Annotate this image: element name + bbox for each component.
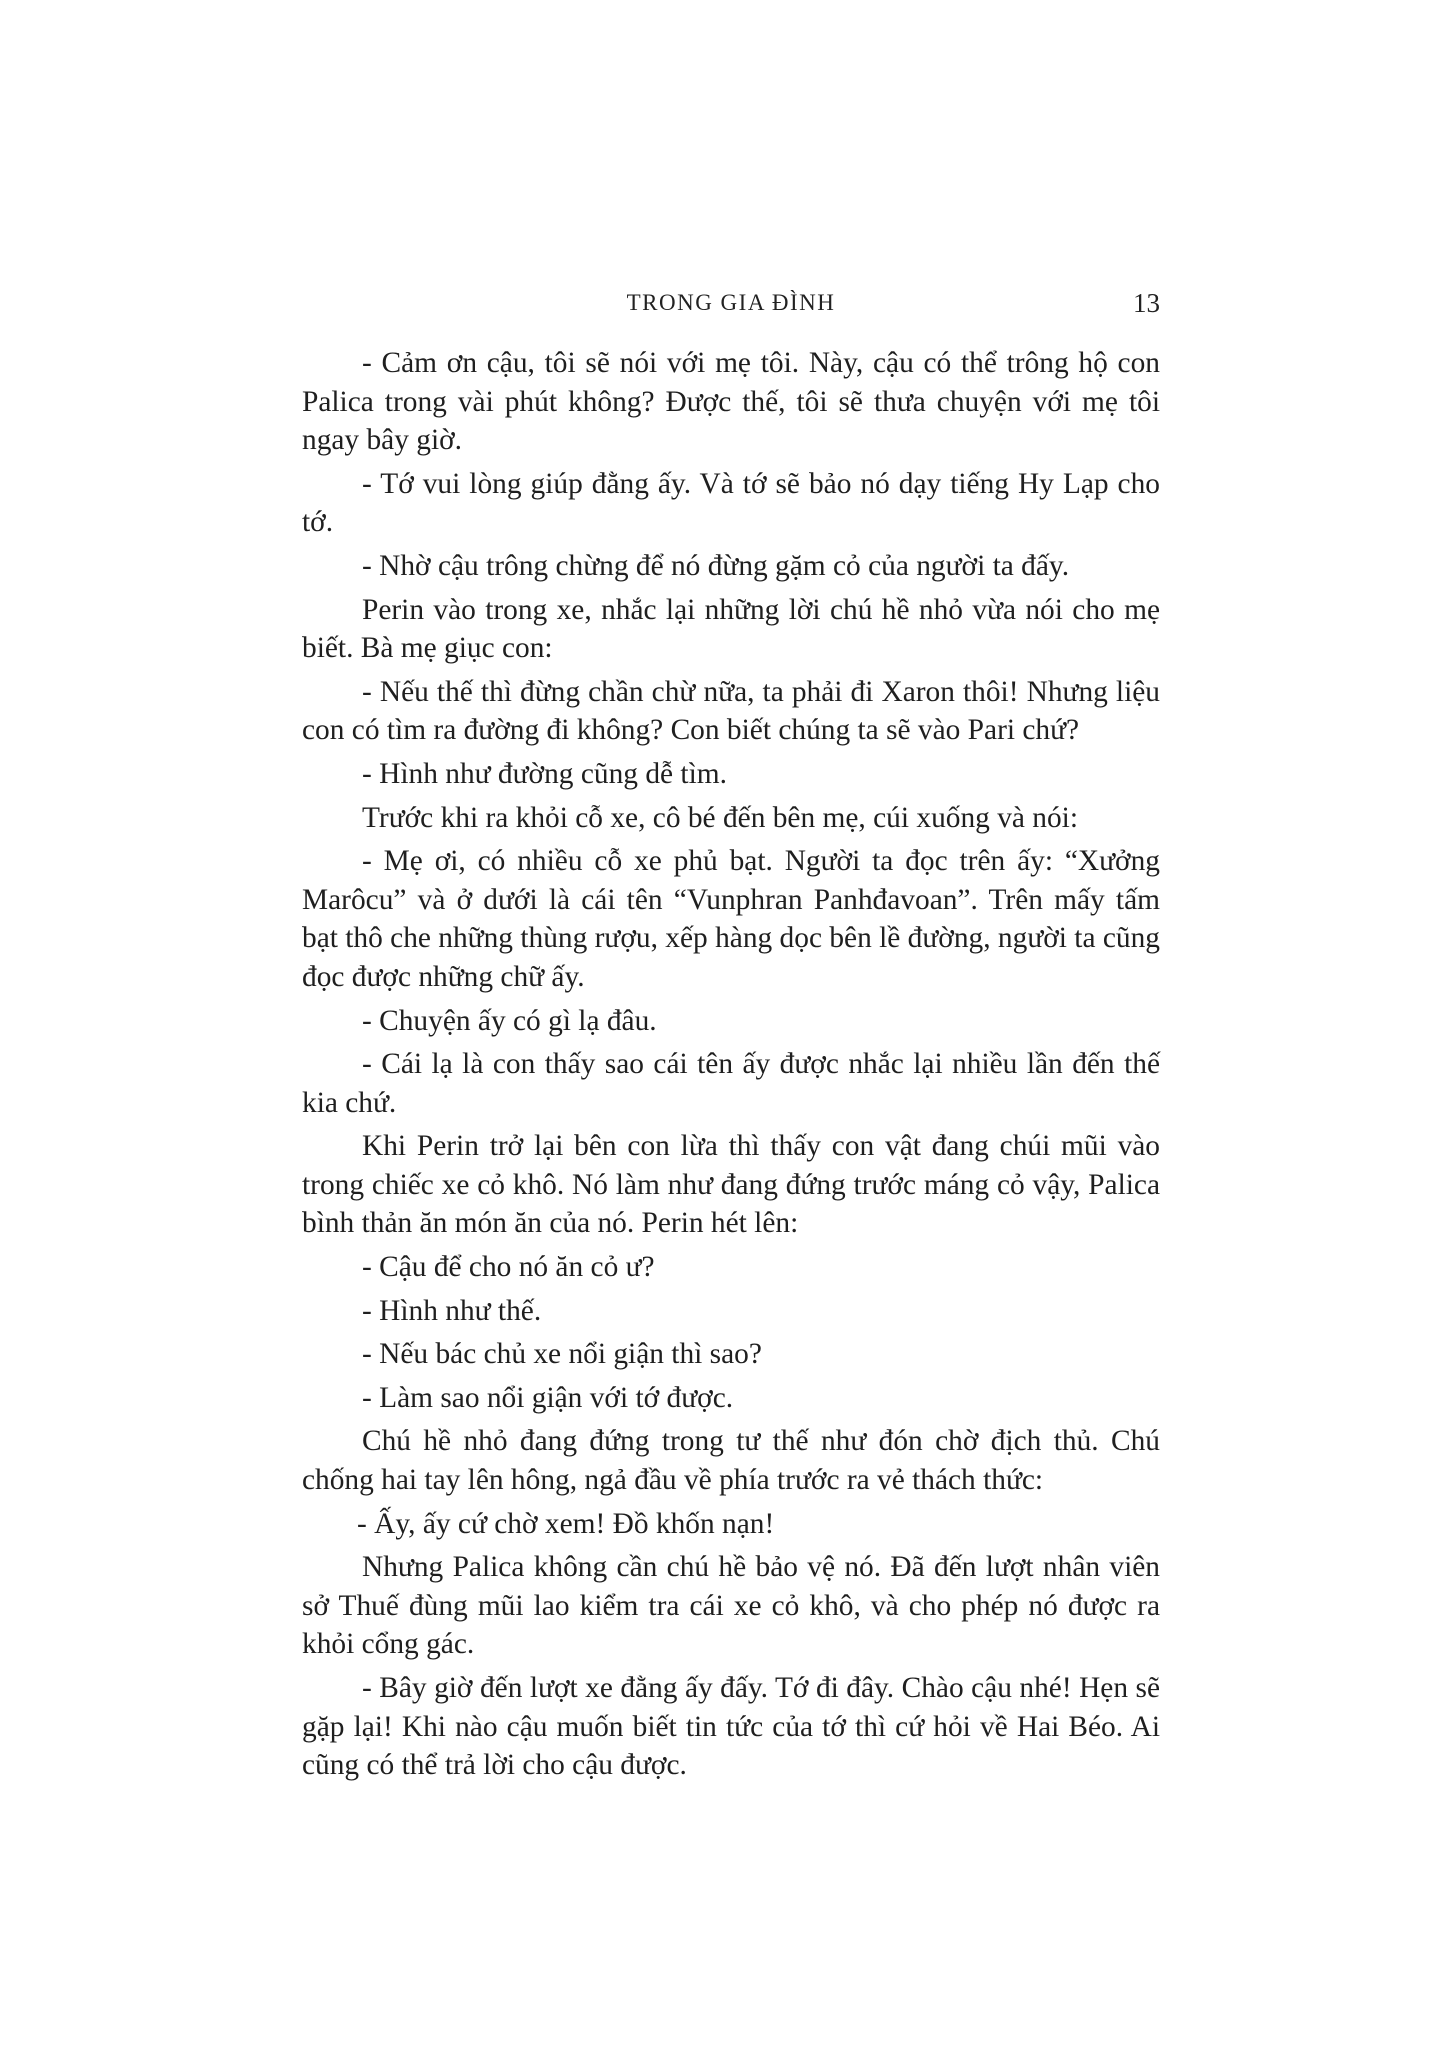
paragraph: - Cậu để cho nó ăn cỏ ư? — [362, 1251, 655, 1284]
paragraph: - Mẹ ơi, có nhiều cỗ xe phủ bạt. Người ta đọc trên ấy: “Xưởng Marôcu” và ở dưới là cái tên “Vunphran Panhđavoan”. Trên mấy tấm bạt thô che những thùng rượu, xếp hàng dọc bên lề đường, người ta cũng đọc được những chữ ấy. — [302, 845, 1160, 993]
paragraph: - Chuyện ấy có gì lạ đâu. — [362, 1004, 657, 1037]
paragraph: - Làm sao nổi giận với tớ được. — [362, 1381, 734, 1414]
page-body — [302, 344, 1160, 1785]
paragraph: Perin vào trong xe, nhắc lại những lời chú hề nhỏ vừa nói cho mẹ biết. Bà mẹ giục con: — [302, 593, 1160, 665]
paragraph: - Nhờ cậu trông chừng để nó đừng gặm cỏ của người ta đấy. — [362, 549, 1070, 582]
paragraph: - Hình như đường cũng dễ tìm. — [362, 757, 727, 790]
paragraph: - Cái lạ là con thấy sao cái tên ấy được nhắc lại nhiều lần đến thế kia chứ. — [302, 1048, 1160, 1119]
paragraph: - Tớ vui lòng giúp đằng ấy. Và tớ sẽ bảo nó dạy tiếng Hy Lạp cho tớ. — [302, 467, 1160, 539]
paragraph: - Bây giờ đến lượt xe đằng ấy đấy. Tớ đi đây. Chào cậu nhé! Hẹn sẽ gặp lại! Khi nào cậu muốn biết tin tức của tớ thì cứ hỏi về Hai Béo. Ai cũng có thể trả lời cho cậu được. — [302, 1672, 1160, 1782]
paragraph: - Nếu bác chủ xe nổi giận thì sao? — [362, 1338, 762, 1371]
running-title: TRONG GIA ĐÌNH — [626, 290, 836, 315]
paragraph: - Cảm ơn cậu, tôi sẽ nói với mẹ tôi. Này, cậu có thể trông hộ con Palica trong vài phút không? Được thế, tôi sẽ thưa chuyện với mẹ tôi ngay bây giờ. — [302, 347, 1160, 457]
paragraph: Khi Perin trở lại bên con lừa thì thấy con vật đang chúi mũi vào trong chiếc xe cỏ khô. Nó làm như đang đứng trước máng cỏ vậy, Palica bình thản ăn món ăn của nó. Perin hét lên: — [302, 1130, 1160, 1240]
paragraph: - Hình như thế. — [362, 1294, 542, 1327]
paragraph: Chú hề nhỏ đang đứng trong tư thế như đón chờ địch thủ. Chú chống hai tay lên hông, ngả đầu về phía trước ra vẻ thách thức: — [302, 1425, 1160, 1497]
paragraph: Trước khi ra khỏi cỗ xe, cô bé đến bên mẹ, cúi xuống và nói: — [362, 801, 1079, 834]
page-header — [302, 290, 1160, 330]
book-page — [302, 290, 1160, 1790]
paragraph: - Nếu thế thì đừng chần chừ nữa, ta phải đi Xaron thôi! Nhưng liệu con có tìm ra đường đi không? Con biết chúng ta sẽ vào Pari chứ? — [302, 675, 1160, 747]
paragraph: Nhưng Palica không cần chú hề bảo vệ nó. Đã đến lượt nhân viên sở Thuế đùng mũi lao kiểm tra cái xe cỏ khô, và cho phép nó được ra khỏi cổng gác. — [302, 1551, 1160, 1661]
paragraph: - Ấy, ấy cứ chờ xem! Đồ khốn nạn! — [357, 1507, 775, 1540]
page-number: 13 — [1133, 288, 1160, 318]
